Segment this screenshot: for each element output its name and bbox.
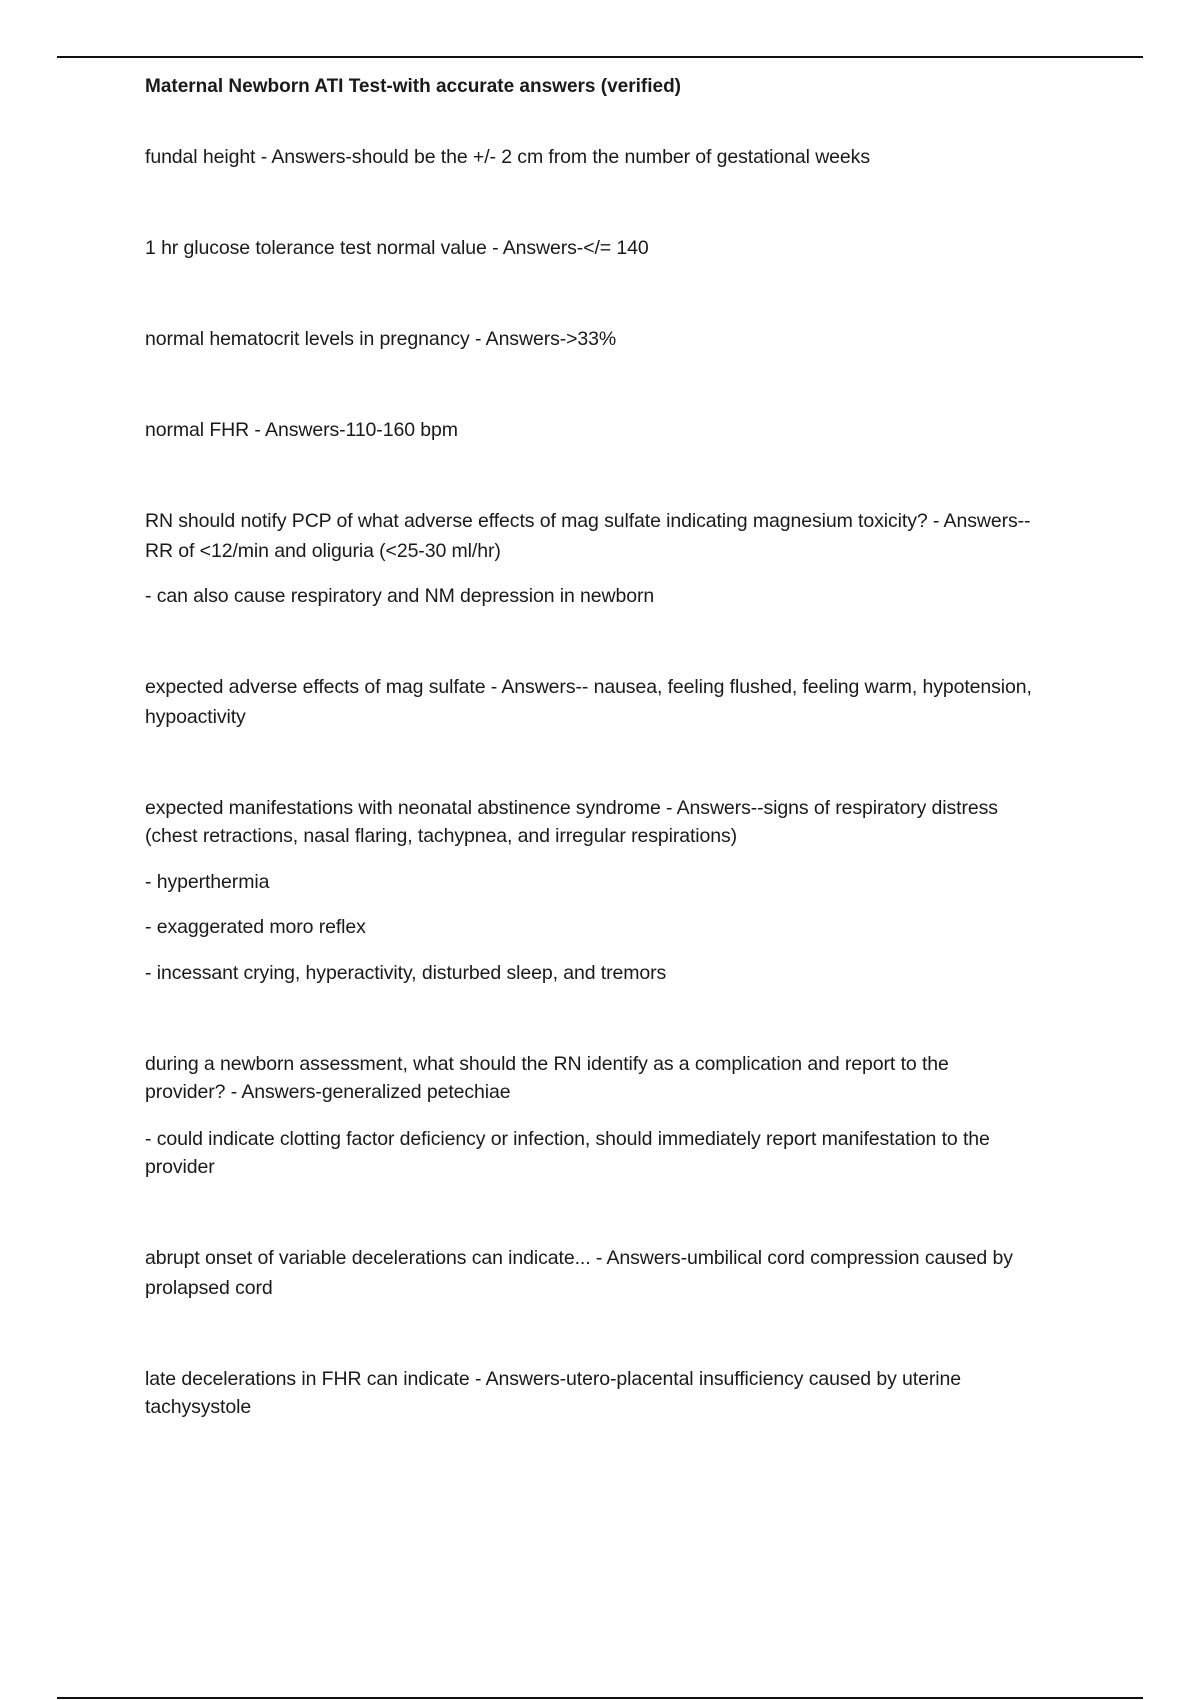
text-line: normal FHR - Answers-110-160 bpm [145, 419, 458, 441]
text-line: - could indicate clotting factor deficiency or infection, should immediately report manifestation to the [145, 1128, 990, 1150]
text-line: - can also cause respiratory and NM depression in newborn [145, 585, 655, 607]
header-rule [57, 56, 1143, 58]
text-line: fundal height - Answers-should be the +/- 2 cm from the number of gestational weeks [145, 146, 870, 168]
text-line: 1 hr glucose tolerance test normal value - Answers-</= 140 [145, 237, 649, 259]
text-line: - exaggerated moro reflex [145, 916, 366, 938]
text-line: expected manifestations with neonatal abstinence syndrome - Answers--signs of respiratory distress [145, 797, 998, 819]
text-line: normal hematocrit levels in pregnancy - Answers->33% [145, 328, 617, 350]
text-line: abrupt onset of variable decelerations can indicate... - Answers-umbilical cord compression caused by [145, 1247, 1013, 1269]
text-line: late decelerations in FHR can indicate - Answers-utero-placental insufficiency caused by uterine [145, 1368, 961, 1390]
text-line: - incessant crying, hyperactivity, disturbed sleep, and tremors [145, 962, 667, 984]
text-line: RN should notify PCP of what adverse effects of mag sulfate indicating magnesium toxicity? - Answers-- [145, 510, 1031, 532]
text-line: - hyperthermia [145, 871, 270, 893]
text-line: during a newborn assessment, what should the RN identify as a complication and report to the [145, 1053, 949, 1075]
text-line: tachysystole [145, 1396, 252, 1418]
text-line: provider [145, 1156, 215, 1178]
document-title: Maternal Newborn ATI Test-with accurate answers (verified) [145, 76, 681, 97]
text-line: RR of <12/min and oliguria (<25-30 ml/hr) [145, 540, 501, 562]
text-line: hypoactivity [145, 706, 246, 728]
text-line: expected adverse effects of mag sulfate - Answers-- nausea, feeling flushed, feeling warm, hypotension, [145, 676, 1032, 698]
text-line: provider? - Answers-generalized petechiae [145, 1081, 511, 1103]
text-line: prolapsed cord [145, 1277, 273, 1299]
footer-rule [57, 1697, 1143, 1699]
text-line: (chest retractions, nasal flaring, tachypnea, and irregular respirations) [145, 825, 738, 847]
